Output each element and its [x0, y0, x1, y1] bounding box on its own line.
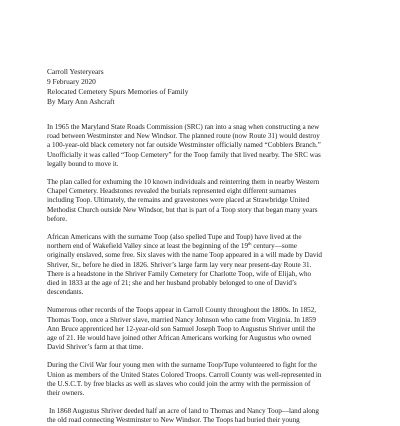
text-line: age of 21. He would have joined other African Americans working for Augustus who owned [47, 334, 311, 343]
paragraph-2 [47, 178, 348, 224]
text-line: before. [47, 214, 68, 223]
text-line: including Toop. Ultimately, the remains and gravestones were placed at Strawbridge United [47, 196, 310, 205]
text-line: There is a headstone in the Shriver Family Cemetery for Charlotte Toop, wife of Elijah, who [47, 269, 312, 278]
text-line: a 100-year-old black cemetery not far outside Westminster officially named “Cobblers Branch.” [47, 141, 321, 150]
paragraph-4 [47, 306, 348, 352]
text-line: Chapel Cemetery. Headstones revealed the burials represented eight different surnames [47, 187, 297, 196]
text-line: Numerous other records of the Toops appear in Carroll County throughout the 1800s. In 1852, [47, 306, 317, 315]
text-line: In 1965 the Maryland State Roads Commission (SRC) ran into a snag when constructing a new [47, 123, 320, 131]
paragraph-3 [47, 233, 348, 297]
article-body [47, 123, 348, 426]
text-line: legally bound to move it. [47, 159, 119, 168]
text-line: Methodist Church outside New Windsor, but that is part of a Toop story that began many years [47, 205, 318, 214]
text-line: Ann Bruce apprenticed her 12-year-old son Samuel Joseph Toop to Augustus Shriver until the [47, 324, 316, 333]
text-line: the U.S.C.T. by free blacks as well as slaves who could join the army with the permission of [47, 379, 311, 388]
text-line: The plan called for exhuming the 10 known individuals and reinterring them in nearby Western [47, 178, 320, 187]
text-line: Unofficially it was called “Toop Cemetery” for the Toop family that lived nearby. The SRC was [47, 150, 321, 159]
text-line: David Shriver’s farm at that time. [47, 343, 144, 352]
text-segment: century—some [251, 242, 297, 251]
article-date: 9 February 2020 [47, 77, 96, 86]
ordinal-suffix: th [248, 241, 252, 247]
article-byline: By Mary Ann Ashcraft [47, 97, 115, 106]
column-name: Carroll Yesteryears [47, 67, 104, 76]
paragraph-1 [47, 123, 348, 169]
paragraph-6 [47, 407, 348, 425]
text-line: During the Civil War four young men with the surname Toop/Tupe volunteered to fight for the [47, 361, 317, 370]
text-line: their owners. [47, 389, 85, 398]
article-title: Relocated Cemetery Spurs Memories of Family [47, 87, 189, 96]
article-header [47, 67, 348, 107]
text-line [47, 242, 348, 251]
text-line: died in 1833 at the age of 21; she and her husband probably belonged to one of David’s [47, 279, 297, 288]
text-line: originally enslaved, some free. Six slaves with the name Toop appeared in a will made by David [47, 251, 323, 260]
text-line: Thomas Toop, once a Shriver slave, married Nancy Johnson who came from Virginia. In 1859 [47, 315, 316, 324]
paragraph-5 [47, 361, 348, 398]
text-line: African Americans with the surname Toop (also spelled Tupe and Toup) have lived at the [47, 233, 302, 242]
text-line: descendants. [47, 288, 84, 297]
text-line: Shriver, Sr., before he died in 1826. Shriver’s large farm lay very near present-day Route 31. [47, 260, 312, 269]
text-line: the old road connecting Westminster to New Windsor. The Toops had buried their young [47, 416, 300, 425]
text-line: In 1868 Augustus Shriver deeded half an acre of land to Thomas and Nancy Toop—land along [49, 407, 319, 416]
text-segment: northern end of Wakefield Valley since at least the beginning of the 19 [47, 242, 249, 251]
text-line: road between Westminster and New Windsor. The planned route (now Route 31) would destroy [47, 132, 320, 141]
text-line: Union as members of the United States Colored Troops. Carroll County was well-represented in [47, 370, 322, 379]
